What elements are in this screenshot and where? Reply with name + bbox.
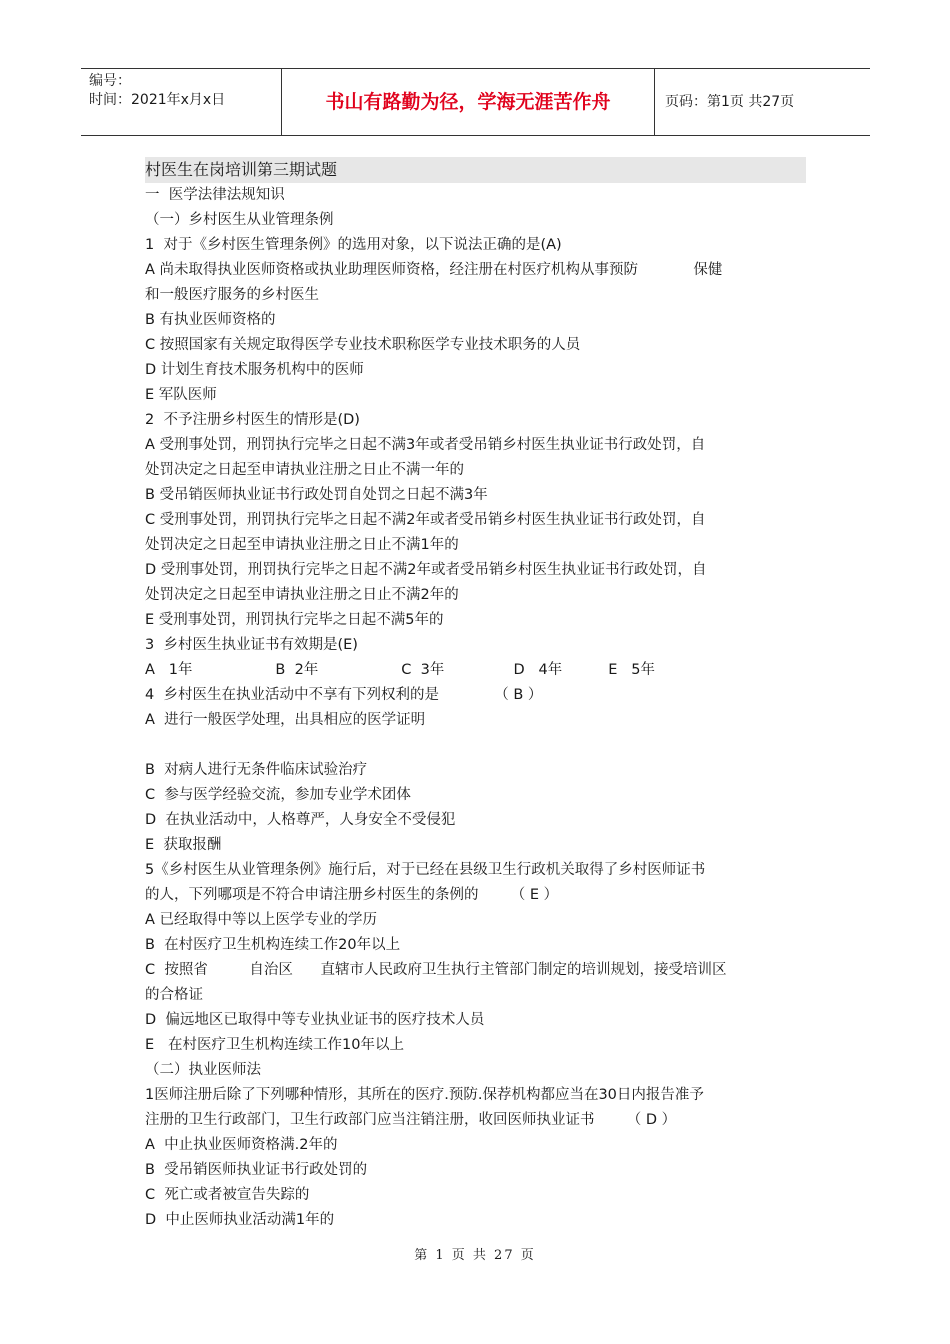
text-line: 1 对于《乡村医生管理条例》的选用对象，以下说法正确的是(A) [145,237,562,253]
text-line: C 受刑事处罚，刑罚执行完毕之日起不满2年或者受吊销乡村医生执业证书行政处罚，自 [145,512,706,528]
text-line: A 已经取得中等以上医学专业的学历 [145,912,378,928]
text-line: A 中止执业医师资格满.2年的 [145,1137,338,1153]
text-line: A 尚未取得执业医师资格或执业助理医师资格，经注册在村医疗机构从事预防 保健 [145,262,723,278]
text-line: E 在村医疗卫生机构连续工作10年以上 [145,1037,404,1053]
text-line [145,733,825,758]
text-line: B 有执业医师资格的 [145,312,276,328]
text-line: D 在执业活动中，人格尊严，人身安全不受侵犯 [145,812,456,828]
text-line: 处罚决定之日起至申请执业注册之日止不满一年的 [145,462,464,478]
text-line: B 受吊销医师执业证书行政处罚自处罚之日起不满3年 [145,487,488,503]
document-body [145,183,825,1233]
text-line: B 受吊销医师执业证书行政处罚的 [145,1162,368,1178]
text-line: 和一般医疗服务的乡村医生 [145,287,319,303]
text-line: E 军队医师 [145,387,217,403]
text-line: （一）乡村医生从业管理条例 [145,212,334,228]
text-line: 处罚决定之日起至申请执业注册之日止不满2年的 [145,587,459,603]
number-label: 编号： [89,73,131,89]
text-line: 注册的卫生行政部门，卫生行政部门应当注销注册，收回医师执业证书 （ D ） [145,1112,677,1128]
text-line: C 死亡或者被宣告失踪的 [145,1187,310,1203]
text-line: B 在村医疗卫生机构连续工作20年以上 [145,937,401,953]
time-label: 时间：2021年x月x日 [89,92,226,108]
header-meta [81,69,282,135]
text-line: C 按照国家有关规定取得医学专业技术职称医学专业技术职务的人员 [145,337,581,353]
text-line: D 中止医师执业活动满1年的 [145,1212,335,1228]
text-line: 的人，下列哪项是不符合申请注册乡村医生的条例的 （ E ） [145,887,559,903]
text-line: C 按照省 自治区 直辖市人民政府卫生执行主管部门制定的培训规划，接受培训区 [145,962,727,978]
text-line: 1医师注册后除了下列哪种情形，其所在的医疗.预防.保荐机构都应当在30日内报告准予 [145,1087,704,1103]
text-line: A 受刑事处罚，刑罚执行完毕之日起不满3年或者受吊销乡村医生执业证书行政处罚，自 [145,437,706,453]
text-line: 3 乡村医生执业证书有效期是(E) [145,637,358,653]
header-page-info: 页码：第1页 共27页 [665,94,795,110]
text-line: E 受刑事处罚，刑罚执行完毕之日起不满5年的 [145,612,444,628]
text-line: D 偏远地区已取得中等专业执业证书的医疗技术人员 [145,1012,485,1028]
header-motto: 书山有路勤为径，学海无涯苦作舟 [282,69,655,135]
page-header [81,68,870,136]
text-line: D 受刑事处罚，刑罚执行完毕之日起不满2年或者受吊销乡村医生执业证书行政处罚，自 [145,562,707,578]
text-line: E 获取报酬 [145,837,222,853]
text-line: 5《乡村医生从业管理条例》施行后，对于已经在县级卫生行政机关取得了乡村医师证书 [145,862,706,878]
text-line: 一 医学法律法规知识 [145,187,285,203]
text-line: A 1年 B 2年 C 3年 D 4年 E 5年 [145,662,656,678]
text-line: （二）执业医师法 [145,1062,261,1078]
page-footer: 第 1 页 共 27 页 [414,1248,536,1263]
text-line: 2 不予注册乡村医生的情形是(D) [145,412,360,428]
text-line: D 计划生育技术服务机构中的医师 [145,362,364,378]
text-line: C 参与医学经验交流，参加专业学术团体 [145,787,411,803]
document-title: 村医生在岗培训第三期试题 [145,157,806,183]
text-line: 处罚决定之日起至申请执业注册之日止不满1年的 [145,537,459,553]
text-line: 4 乡村医生在执业活动中不享有下列权利的是 （ B ） [145,687,543,703]
text-line: 的合格证 [145,987,203,1003]
text-line: A 进行一般医学处理，出具相应的医学证明 [145,712,426,728]
text-line: B 对病人进行无条件临床试验治疗 [145,762,368,778]
